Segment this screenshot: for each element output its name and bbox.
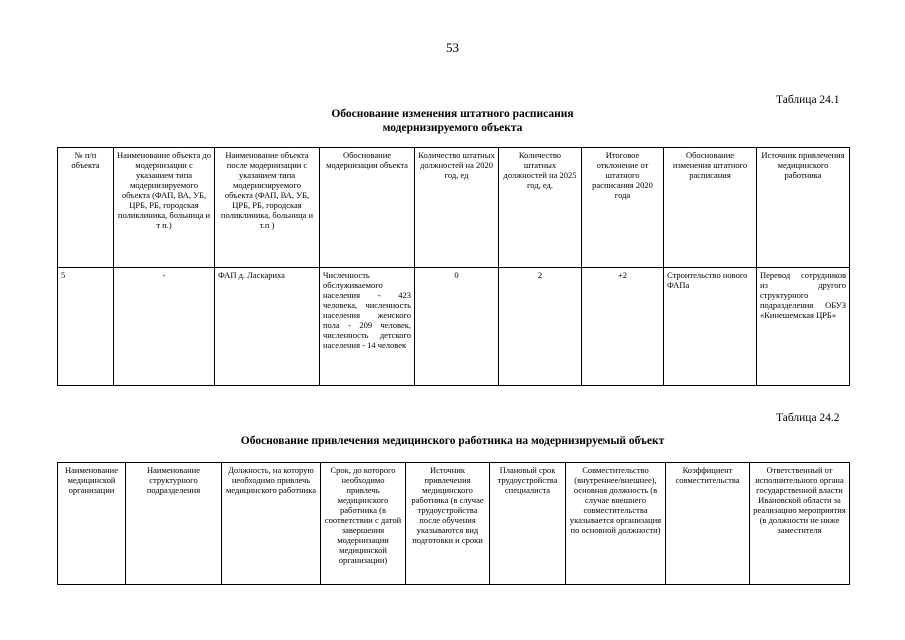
table2-header-cell: Должность, на которую необходимо привлечь медицинского работника bbox=[222, 463, 321, 585]
table1-title bbox=[0, 107, 905, 135]
table1-header-cell: Количество штатных должностей на 2025 год, ед. bbox=[499, 148, 582, 268]
table1-cell-number: 5 bbox=[58, 268, 114, 386]
page-number: 53 bbox=[446, 40, 459, 55]
table1 bbox=[57, 147, 850, 386]
table2-header-cell: Источник привлечения медицинского работника (в случае трудоустройства после обучения указываются вид подготовки и сроки bbox=[406, 463, 490, 585]
table1-cell-source: Перевод сотрудников из другого структурного подразделения ОБУЗ «Кинешемская ЦРБ» bbox=[757, 268, 850, 386]
table1-header-row bbox=[58, 148, 850, 268]
table1-cell-staff-2020: 0 bbox=[415, 268, 499, 386]
table1-cell-after: ФАП д. Ласкариха bbox=[215, 268, 320, 386]
table1-header-cell: Обоснование изменения штатного расписания bbox=[664, 148, 757, 268]
table2-header-cell: Плановый срок трудоустройства специалиста bbox=[490, 463, 566, 585]
table1-cell-justification: Численность обслуживаемого населения - 423 человека, численность населения женского пола - 209 человек, численность детского населения - 14 человек bbox=[320, 268, 415, 386]
table1-row bbox=[58, 268, 850, 386]
table1-header-cell: Итоговое отклонение от штатного расписания 2020 года bbox=[582, 148, 664, 268]
table2-header-cell: Наименование медицинской организации bbox=[58, 463, 126, 585]
table2-header-cell: Срок, до которого необходимо привлечь медицинского работника (в соответствии с датой завершения модернизации медицинской организации) bbox=[321, 463, 406, 585]
table1-header-cell: Источник привлечения медицинского работника bbox=[757, 148, 850, 268]
table1-label: Таблица 24.1 bbox=[776, 94, 840, 106]
table2-header-cell: Совместительство (внутреннее/внешнее), основная должность (в случае внешнего совместительства указывается организация по основной должности) bbox=[566, 463, 666, 585]
table2-header-cell: Наименование структурного подразделения bbox=[126, 463, 222, 585]
table1-header-cell: Наименование объекта после модернизации с указанием типа модернизируемого объекта (ФАП, ВА, УБ, ЦРБ, РБ, городская поликлиника, больница и т.п ) bbox=[215, 148, 320, 268]
table1-cell-deviation: +2 bbox=[582, 268, 664, 386]
table1-header-cell: Наименование объекта до модернизации с указанием типа модернизируемого объекта (ФАП, ВА, УБ, ЦРБ, РБ, городская поликлиника, больница и т п.) bbox=[114, 148, 215, 268]
table1-cell-staff-2025: 2 bbox=[499, 268, 582, 386]
table1-cell-change-reason: Строительство нового ФАПа bbox=[664, 268, 757, 386]
table2-header-row bbox=[58, 463, 850, 585]
table2 bbox=[57, 462, 850, 585]
table1-header-cell: № п/п объекта bbox=[58, 148, 114, 268]
table1-header-cell: Количество штатных должностей на 2020 год, ед bbox=[415, 148, 499, 268]
table2-label: Таблица 24.2 bbox=[776, 412, 840, 424]
table2-header-cell: Коэффициент совместительства bbox=[666, 463, 750, 585]
table1-header-cell: Обоснование модернизации объекта bbox=[320, 148, 415, 268]
table2-title: Обоснование привлечения медицинского работника на модернизируемый объект bbox=[240, 435, 665, 447]
table1-title-line1: Обоснование изменения штатного расписания bbox=[331, 108, 574, 120]
table2-header-cell: Ответственный от исполнительного органа государственной власти Ивановской области за реализацию мероприятия (в должности не ниже заместителя bbox=[750, 463, 850, 585]
table1-title-line2: модернизируемого объекта bbox=[382, 122, 523, 134]
table1-cell-before: - bbox=[114, 268, 215, 386]
